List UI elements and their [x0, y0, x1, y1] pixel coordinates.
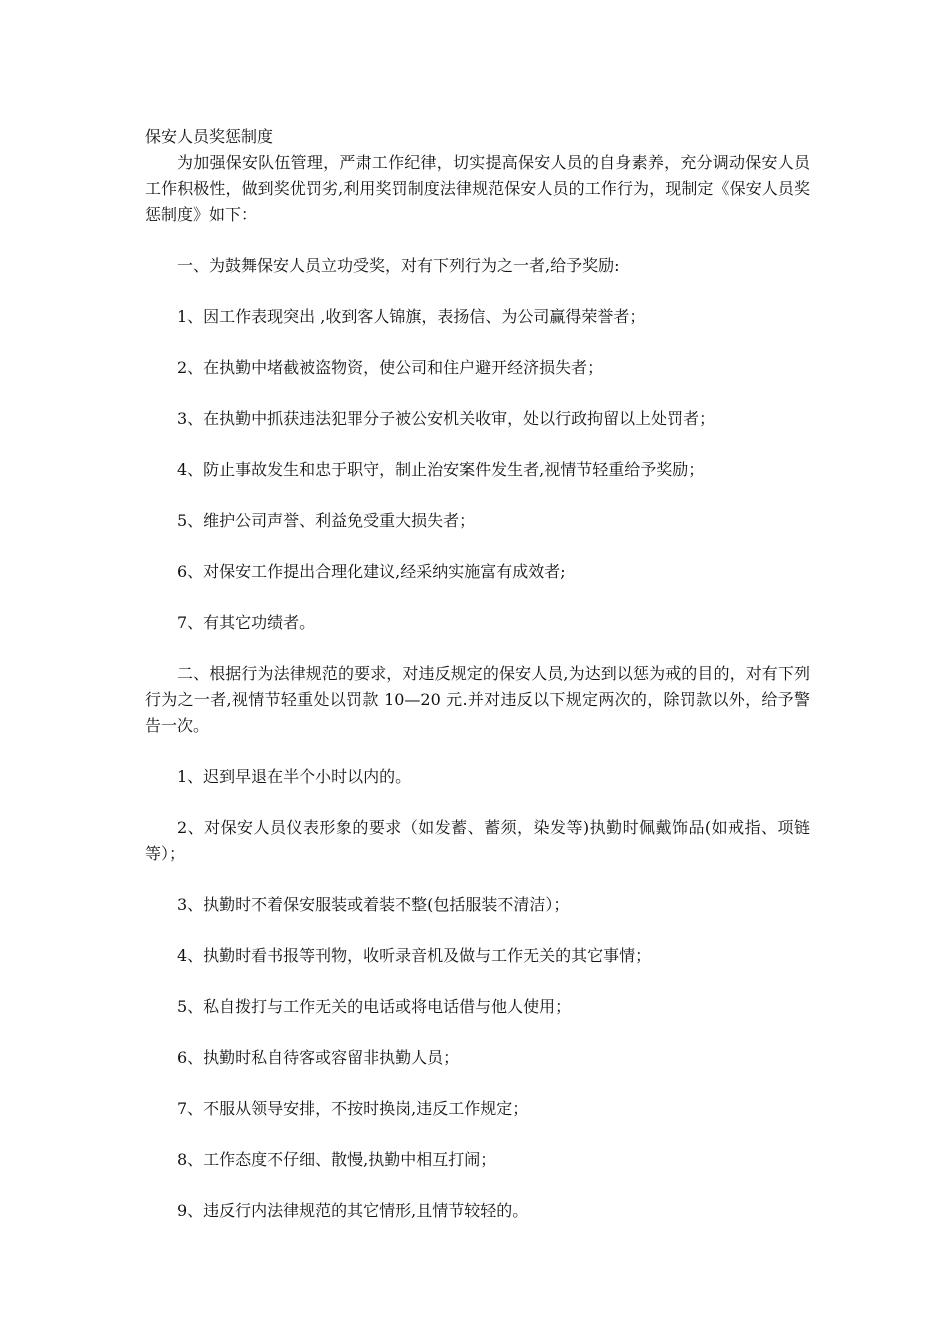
section2-heading: 二、根据行为法律规范的要求，对违反规定的保安人员,为达到以惩为戒的目的，对有下列行为之一者,视情节轻重处以罚款 10—20 元.并对违反以下规定两次的，除罚款以外，给予警告一次。 [145, 664, 810, 735]
list-item: 7、有其它功绩者。 [177, 613, 316, 632]
section1-heading: 一、为鼓舞保安人员立功受奖，对有下列行为之一者,给予奖励: [177, 256, 620, 275]
document-title: 保安人员奖惩制度 [145, 127, 274, 146]
list-item: 8、工作态度不仔细、散慢,执勤中相互打闹； [177, 1150, 497, 1169]
document-page [145, 124, 810, 1224]
list-item: 7、不服从领导安排，不按时换岗,违反工作规定； [177, 1099, 529, 1118]
list-item: 3、在执勤中抓获违法犯罪分子被公安机关收审，处以行政拘留以上处罚者； [177, 409, 716, 428]
spacer [145, 228, 810, 253]
list-item: 6、对保安工作提出合理化建议,经采纳实施富有成效者; [177, 562, 566, 581]
list-item: 1、因工作表现突出 ,收到客人锦旗，表扬信、为公司赢得荣誉者； [177, 307, 646, 326]
list-item: 6、执勤时私自待客或容留非执勤人员； [177, 1048, 460, 1067]
list-item: 1、迟到早退在半个小时以内的。 [177, 767, 412, 786]
list-item: 5、私自拨打与工作无关的电话或将电话借与他人使用； [177, 997, 572, 1016]
list-item: 4、执勤时看书报等刊物，收听录音机及做与工作无关的其它事情； [177, 946, 652, 965]
list-item: 4、防止事故发生和忠于职守，制止治安案件发生者,视情节轻重给予奖励； [177, 460, 705, 479]
list-item: 5、维护公司声誉、利益免受重大损失者； [177, 511, 476, 530]
list-item: 2、在执勤中堵截被盗物资，使公司和住户避开经济损失者； [177, 358, 604, 377]
intro-paragraph: 为加强保安队伍管理，严肃工作纪律，切实提高保安人员的自身素养，充分调动保安人员工作积极性，做到奖优罚劣,利用奖罚制度法律规范保安人员的工作行为，现制定《保安人员奖惩制度》如下： [145, 153, 810, 224]
list-item: 3、执勤时不着保安服装或着装不整(包括服装不清洁）； [177, 895, 570, 914]
list-item: 2、对保安人员仪表形象的要求（如发蓄、蓄须，染发等)执勤时佩戴饰品(如戒指、项链等）； [145, 818, 810, 863]
list-item: 9、违反行内法律规范的其它情形,且情节较轻的。 [177, 1201, 529, 1220]
